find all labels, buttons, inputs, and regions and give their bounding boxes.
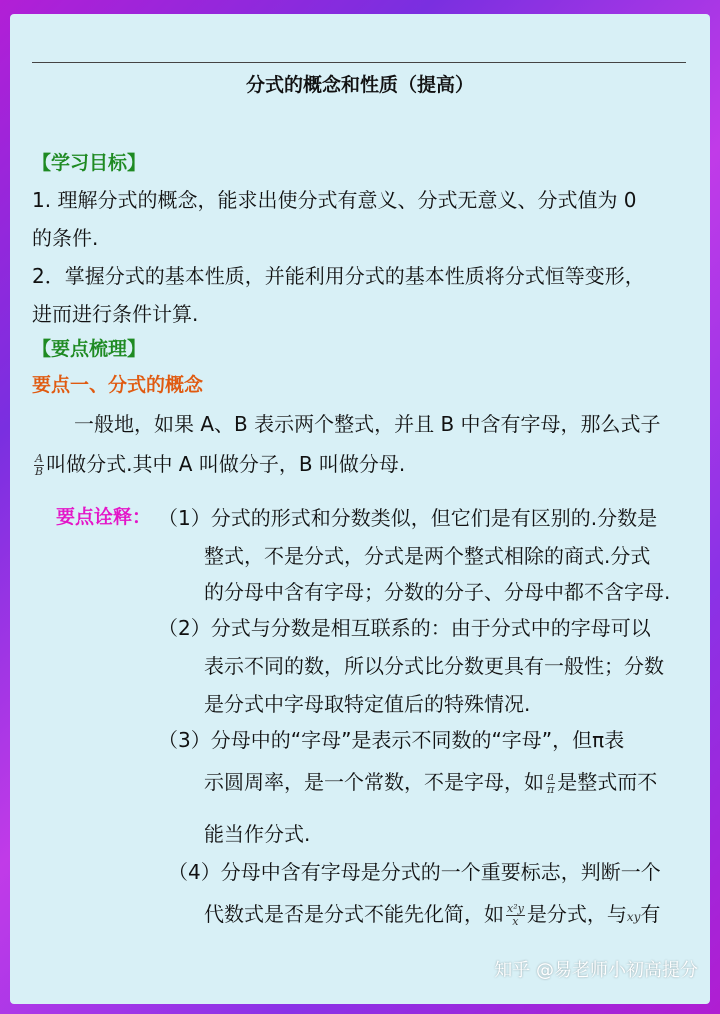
goal-2-line-1: 2．掌握分式的基本性质，并能利用分式的基本性质将分式恒等变形， [32, 264, 645, 288]
fraction-a-over-b: $\frac{A}{B}$ [35, 452, 44, 478]
document-card [10, 14, 710, 1004]
goals-heading: 【学习目标】 [32, 152, 147, 174]
note-2-line-3: 是分式中字母取特定值后的特殊情况. [204, 692, 531, 716]
note-3-line-3: 能当作分式. [204, 822, 311, 846]
note-4-line-1: （4）分母中含有字母是分式的一个重要标志，判断一个 [168, 860, 661, 884]
points-heading: 【要点梳理】 [32, 338, 147, 360]
definition-line-1: 一般地，如果 A、B 表示两个整式，并且 B 中含有字母，那么式子 [74, 412, 661, 436]
goal-2-line-2: 进而进行条件计算. [32, 302, 199, 326]
note-1-line-3: 的分母中含有字母；分数的分子、分母中都不含字母. [204, 580, 671, 604]
fraction-a-over-pi: $\frac{a}{\pi}$ [547, 770, 555, 796]
note-3-line-2: 示圆周率，是一个常数，不是字母，如 $\frac{a}{\pi}$ 是整式而不 [204, 770, 658, 796]
goal-1-line-2: 的条件. [32, 226, 99, 250]
notes-label: 要点诠释： [56, 506, 152, 528]
xy-term: xy [626, 910, 641, 924]
note-1-line-2: 整式，不是分式，分式是两个整式相除的商式.分式 [204, 544, 651, 568]
goal-1-line-1: 1. 理解分式的概念，能求出使分式有意义、分式无意义、分式值为 0 [32, 188, 637, 212]
point-1-heading: 要点一、分式的概念 [32, 374, 204, 396]
note-3-line-1: （3）分母中的“字母”是表示不同数的“字母”，但π表 [158, 728, 625, 752]
note-2-line-2: 表示不同的数，所以分式比分数更具有一般性；分数 [204, 654, 664, 678]
fraction-x2y-over-x: $\frac{\text{x²y}}{x}$ [507, 902, 524, 928]
page-title: 分式的概念和性质（提高） [245, 74, 474, 96]
zhihu-watermark: 知乎 @易老师小初高提分 [494, 960, 698, 981]
note-2-line-1: （2）分式与分数是相互联系的：由于分式中的字母可以 [158, 616, 651, 640]
definition-line-2: $\frac{A}{B}$ 叫做分式.其中 A 叫做分子，B 叫做分母. [35, 452, 406, 478]
top-rule [32, 62, 686, 63]
note-1-line-1: （1）分式的形式和分数类似，但它们是有区别的.分数是 [158, 506, 658, 530]
note-4-line-2: 代数式是否是分式不能先化简，如 $\frac{\text{x²y}}{x}$ 是分式，与xy有 [204, 902, 661, 928]
